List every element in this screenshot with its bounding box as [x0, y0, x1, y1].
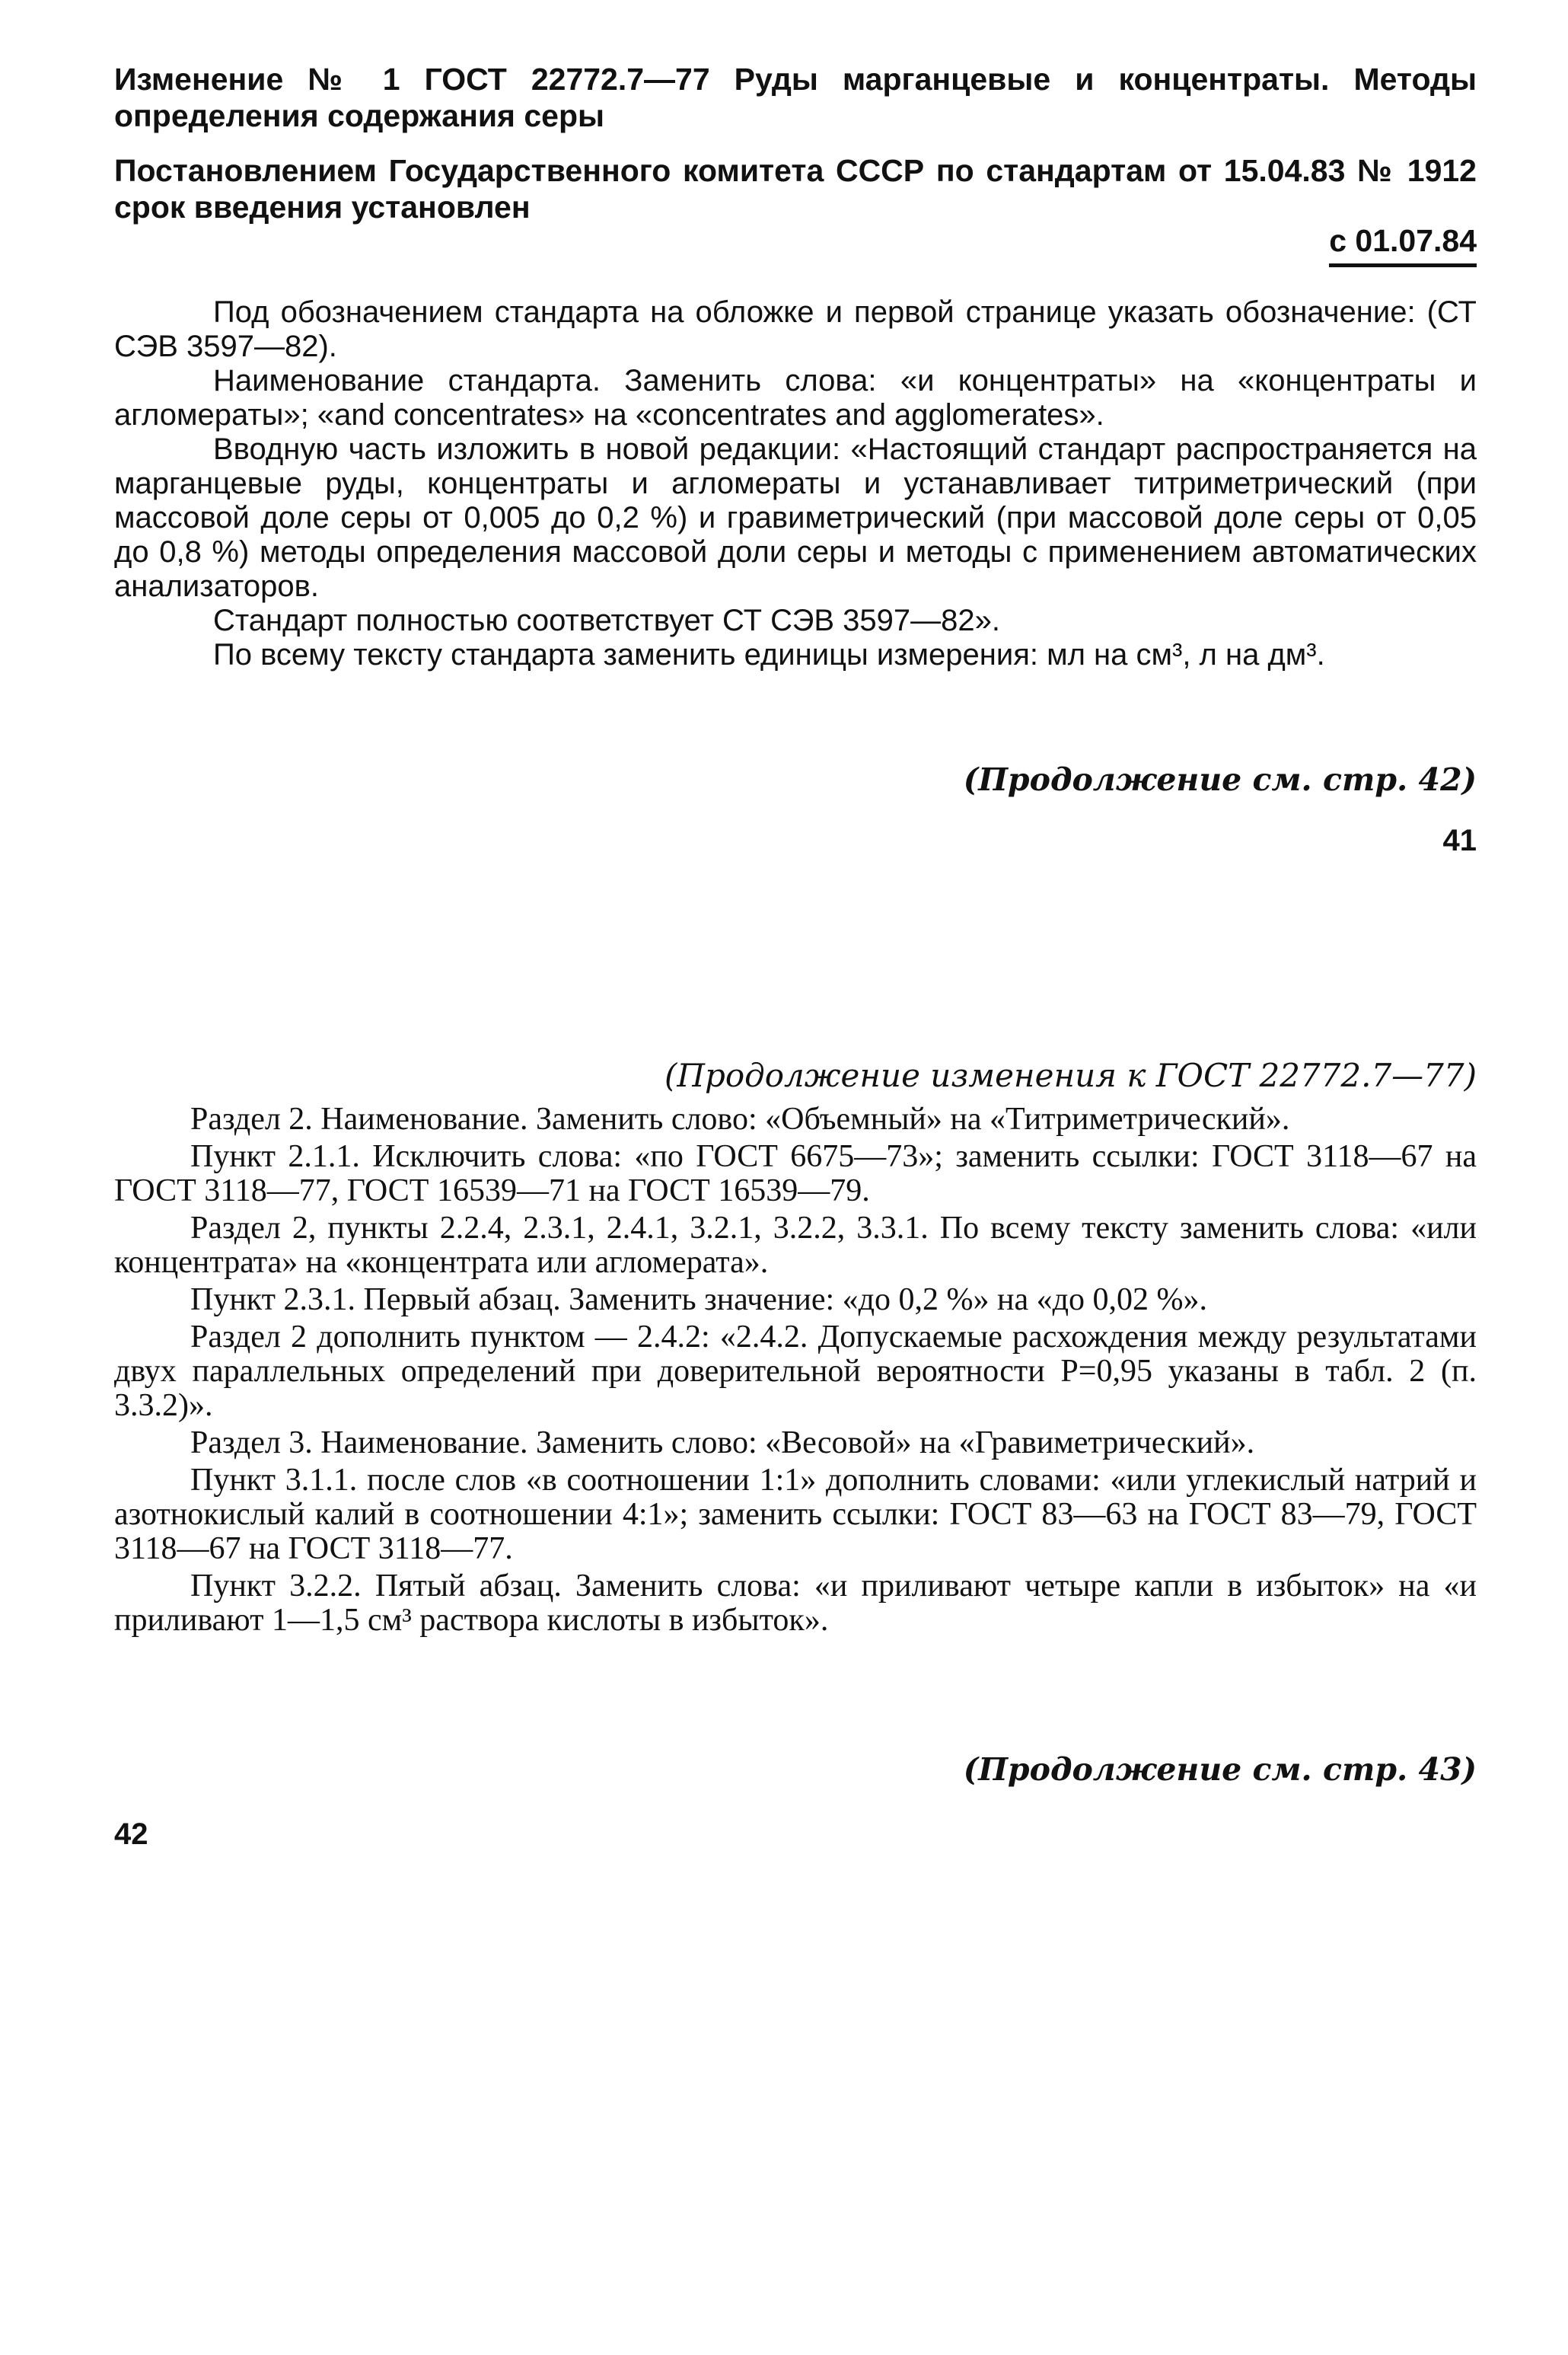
- paragraph: По всему тексту стандарта заменить единицы измерения: мл на см³, л на дм³.: [213, 638, 1325, 672]
- resolution-line: Постановлением Государственного комитета СССР по стандартам от 15.04.83 № 1912 срок введения установлен: [114, 153, 1477, 225]
- page-41-column: [114, 0, 1477, 1020]
- paragraph: Пункт 2.3.1. Первый абзац. Заменить значение: «до 0,2 %» на «до 0,02 %».: [190, 1282, 1207, 1317]
- amendment-title: Изменение № 1 ГОСТ 22772.7—77 Руды марганцевые и концентраты. Методы определения содержания серы: [114, 62, 1477, 133]
- paragraph: Раздел 2. Наименование. Заменить слово: «Объемный» на «Титриметрический».: [190, 1102, 1290, 1137]
- page-42-body: [114, 1103, 1477, 1641]
- paragraph: Пункт 3.1.1. после слов «в соотношении 1:1» дополнить словами: «или углекислый натрий и азотнокислый калий в соотношении 4:1»; заменить ссылки: ГОСТ 83—63 на ГОСТ 83—79, ГОСТ 3118—67 на ГОСТ 3118—77.: [114, 1463, 1477, 1566]
- paragraph: Стандарт полностью соответствует СТ СЭВ 3597—82».: [213, 604, 1000, 637]
- page-41-body: [114, 295, 1477, 672]
- effective-date: с 01.07.84: [1329, 222, 1477, 267]
- continuation-heading: (Продолжение изменения к ГОСТ 22772.7—77): [664, 1057, 1477, 1094]
- paragraph: Вводную часть изложить в новой редакции: «Настоящий стандарт распространяется на марганцевые руды, концентраты и агломераты и устанавливает титриметрический (при массовой доле серы от 0,005 до 0,2 %) и гравиметрический (при массовой доле серы от 0,05 до 0,8 %) методы определения массовой доли серы и методы с применением автоматических анализаторов.: [114, 432, 1477, 603]
- continuation-note: (Продолжение см. стр. 42): [963, 761, 1477, 798]
- paragraph: Пункт 2.1.1. Исключить слова: «по ГОСТ 6675—73»; заменить ссылки: ГОСТ 3118—67 на ГОСТ 3118—77, ГОСТ 16539—71 на ГОСТ 16539—79.: [114, 1139, 1477, 1208]
- paragraph: Раздел 3. Наименование. Заменить слово: «Весовой» на «Гравиметрический».: [190, 1425, 1255, 1460]
- page-41: [0, 0, 1568, 1020]
- continuation-note: (Продолжение см. стр. 43): [963, 1751, 1477, 1788]
- page-42-column: [114, 1020, 1477, 2355]
- paragraph: Пункт 3.2.2. Пятый абзац. Заменить слова: «и приливают четыре капли в избыток» на «и приливают 1—1,5 см³ раствора кислоты в избыток».: [114, 1568, 1477, 1638]
- paragraph: Наименование стандарта. Заменить слова: «и концентраты» на «концентраты и агломераты»; «and concentrates» на «concentrates and agglomerates».: [114, 364, 1477, 432]
- page-number: 41: [1442, 824, 1477, 857]
- page-number: 42: [114, 1817, 148, 1851]
- paragraph: Раздел 2, пункты 2.2.4, 2.3.1, 2.4.1, 3.2.1, 3.2.2, 3.3.1. По всему тексту заменить слова: «или концентрата» на «концентрата или агломерата».: [114, 1211, 1477, 1280]
- paragraph: Под обозначением стандарта на обложке и первой странице указать обозначение: (СТ СЭВ 3597—82).: [114, 295, 1477, 363]
- paragraph: Раздел 2 дополнить пунктом — 2.4.2: «2.4.2. Допускаемые расхождения между результатами двух параллельных определений при доверительной вероятности P=0,95 указаны в табл. 2 (п. 3.3.2)».: [114, 1320, 1477, 1423]
- page-42: [0, 1020, 1568, 2355]
